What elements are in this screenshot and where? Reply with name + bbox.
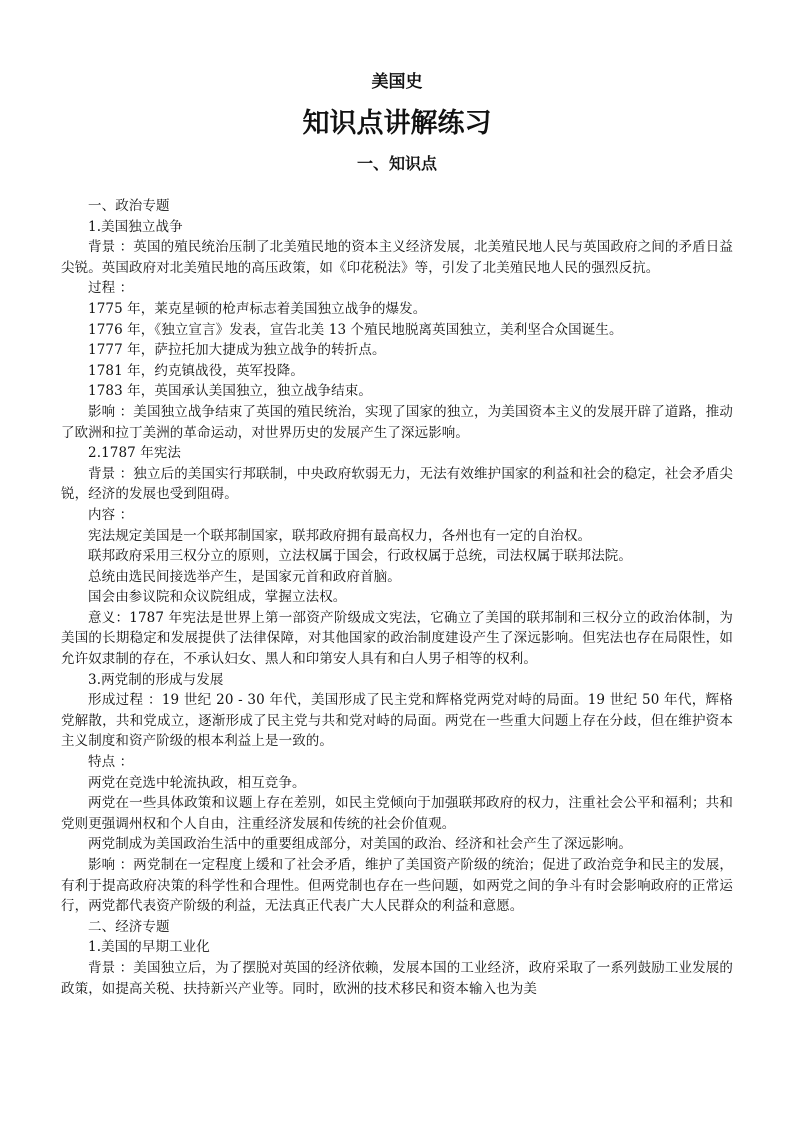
paragraph: 总统由选民间接选举产生，是国家元首和政府首脑。 — [88, 568, 401, 585]
paragraph: 2.1787 年宪法 — [88, 445, 182, 462]
paragraph: 过程 ： — [88, 280, 134, 297]
paragraph: 两党在一些具体政策和议题上存在差别，如民主党倾向于加强联邦政府的权力，注重社会公平和福利；共和党则更强调州权和个人自由，注重经济发展和传统的社会价值观。 — [61, 795, 733, 832]
paragraph: 1776 年，《独立宣言》发表，宣告北美 13 个殖民地脱离英国独立，美利坚合众国诞生。 — [88, 321, 623, 338]
paragraph: 1.美国独立战争 — [88, 218, 183, 235]
main-title: 知识点讲解练习 — [302, 108, 492, 139]
paragraph: 两党在竞选中轮流执政，相互竞争。 — [88, 774, 306, 791]
paragraph: 背景 ：英国的殖民统治压制了北美殖民地的资本主义经济发展，北美殖民地人民与英国政府之间的矛盾日益尖锐。英国政府对北美殖民地的高压政策，如《印花税法》等，引发了北美殖民地人民的强烈反抗。 — [61, 239, 733, 276]
paragraph: 1.美国的早期工业化 — [88, 939, 210, 956]
paragraph: 影响 ：美国独立战争结束了英国的殖民统治，实现了国家的独立，为美国资本主义的发展开辟了道路，推动了欧洲和拉丁美洲的革命运动，对世界历史的发展产生了深远影响。 — [61, 403, 733, 441]
document-page — [61, 70, 733, 999]
document-body — [61, 196, 733, 999]
paragraph: 1781 年，约克镇战役，英军投降。 — [88, 362, 304, 379]
paragraph: 宪法规定美国是一个联邦制国家，联邦政府拥有最高权力，各州也有一定的自治权。 — [88, 527, 592, 544]
paragraph: 特点 ： — [88, 754, 134, 771]
paragraph: 3.两党制的形成与发展 — [88, 671, 224, 688]
paragraph: 内容 ： — [88, 506, 134, 523]
paragraph: 国会由参议院和众议院组成，掌握立法权。 — [88, 589, 347, 606]
paragraph: 一、政治专题 — [88, 198, 170, 214]
paragraph: 联邦政府采用三权分立的原则，立法权属于国会，行政权属于总统，司法权属于联邦法院。 — [88, 548, 632, 565]
subject-title: 美国史 — [371, 72, 423, 92]
paragraph: 1775 年，莱克星顿的枪声标志着美国独立战争的爆发。 — [88, 300, 427, 317]
section-title: 一、知识点 — [356, 154, 437, 173]
paragraph: 1777 年，萨拉托加大捷成为独立战争的转折点。 — [88, 342, 386, 359]
paragraph: 1783 年，英国承认美国独立，独立战争结束。 — [88, 383, 372, 400]
paragraph: 二、经济专题 — [88, 918, 170, 935]
paragraph: 影响 ：两党制在一定程度上缓和了社会矛盾，维护了美国资产阶级的统治；促进了政治竞争和民主的发展，有利于提高政府决策的科学性和合理性。但两党制也存在一些问题，如两党之间的争斗有时会影响政府的正常运行，两党都代表资产阶级的利益，无法真正代表广大人民群众的利益和意愿。 — [61, 857, 733, 915]
paragraph: 意义：1787 年宪法是世界上第一部资产阶级成文宪法，它确立了美国的联邦制和三权分立的政治体制，为美国的长期稳定和发展提供了法律保障，对其他国家的政治制度建设产生了深远影响。但宪法也存在局限性，如允许奴隶制的存在，不承认妇女、黑人和印第安人具有和白人男子相等的权利。 — [61, 609, 733, 668]
paragraph: 形成过程 ：19 世纪 20 - 30 年代，美国形成了民主党和辉格党两党对峙的局面。19 世纪 50 年代，辉格党解散，共和党成立，逐渐形成了民主党与共和党对峙的局面。两党在一些重大问题上存在分歧，但在维护资本主义制度和资产阶级的根本利益上是一致的。 — [61, 692, 733, 750]
paragraph: 背景 ：美国独立后，为了摆脱对英国的经济依赖，发展本国的工业经济，政府采取了一系列鼓励工业发展的政策，如提高关税、扶持新兴产业等。同时，欧洲的技术移民和资本输入也为美 — [61, 959, 733, 997]
paragraph: 背景 ：独立后的美国实行邦联制，中央政府软弱无力，无法有效维护国家的利益和社会的稳定，社会矛盾尖锐，经济的发展也受到阻碍。 — [61, 465, 733, 503]
paragraph: 两党制成为美国政治生活中的重要组成部分，对美国的政治、经济和社会产生了深远影响。 — [88, 836, 632, 853]
